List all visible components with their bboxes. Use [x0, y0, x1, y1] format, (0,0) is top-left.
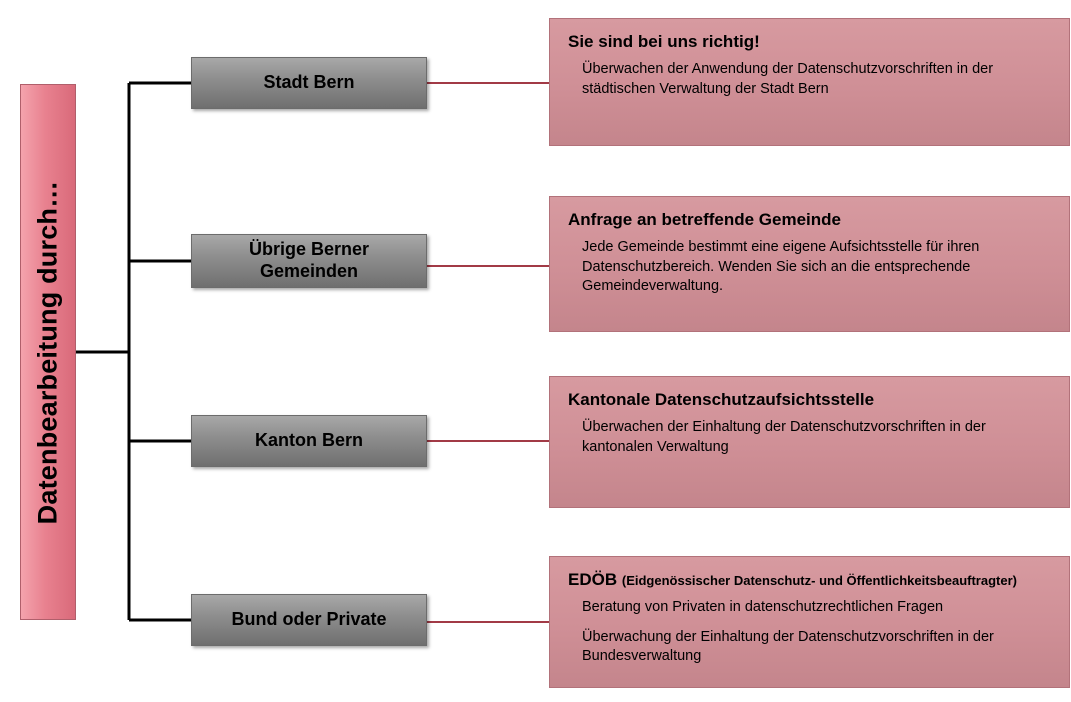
info-box-paragraph: Jede Gemeinde bestimmt eine eigene Aufsichtsstelle für ihren Datenschutzbereich. Wenden Sie sich an die entsprechende Gemeindeverwaltung.: [582, 239, 980, 294]
info-box-title: [568, 389, 1053, 410]
info-box-title: [568, 209, 1053, 230]
root-node-label: Datenbearbeitung durch…: [32, 180, 63, 524]
info-box-paragraph: Beratung von Privaten in datenschutzrechtlichen Fragen: [582, 599, 944, 616]
category-node-label: Kanton Bern: [255, 430, 363, 451]
category-node-label: Übrige Berner Gemeinden: [248, 239, 370, 281]
info-box-paragraph: Überwachen der Anwendung der Datenschutzvorschriften in der städtischen Verwaltung der Stadt Bern: [582, 61, 994, 97]
category-node-label: Stadt Bern: [263, 72, 355, 93]
info-box-paragraph: Überwachen der Einhaltung der Datenschutzvorschriften in der kantonalen Verwaltung: [582, 419, 986, 455]
info-box-bund-oder-private: [549, 556, 1070, 688]
info-box-title-text: Kantonale Datenschutzaufsichtsstelle: [568, 390, 875, 409]
info-box-title: [568, 569, 1053, 590]
category-node-label: Bund oder Private: [231, 609, 387, 630]
info-box-paragraph: Überwachung der Einhaltung der Datenschutzvorschriften in der Bundesverwaltung: [582, 628, 994, 664]
info-box-stadt-bern: [549, 18, 1070, 146]
root-node: [20, 84, 76, 620]
category-node-bund-oder-private[interactable]: [191, 594, 427, 646]
info-box-uebrige-berner-gemeinden: [549, 196, 1070, 332]
info-box-title-text: Sie sind bei uns richtig!: [568, 32, 760, 51]
info-box-title-text: Anfrage an betreffende Gemeinde: [568, 210, 842, 229]
category-node-uebrige-berner-gemeinden[interactable]: [191, 234, 427, 288]
info-box-title-text: EDÖB: [568, 570, 618, 589]
category-node-stadt-bern[interactable]: [191, 57, 427, 109]
info-box-title: [568, 31, 1053, 52]
info-box-kanton-bern: [549, 376, 1070, 508]
info-box-title-subtext: (Eidgenössischer Datenschutz- und Öffentlichkeitsbeauftragter): [621, 573, 1017, 588]
category-node-kanton-bern[interactable]: [191, 415, 427, 467]
